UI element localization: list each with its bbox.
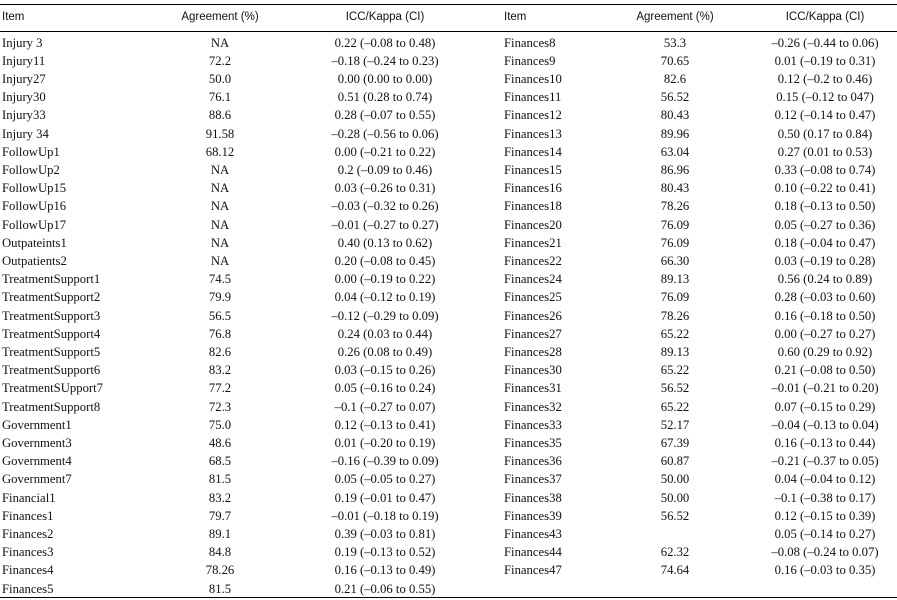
- agreement-cell: 66.30: [660, 253, 690, 268]
- item-cell: TreatmentSupport6: [2, 363, 101, 378]
- agreement-cell: NA: [210, 253, 230, 268]
- item-cell: Finances37: [504, 472, 562, 487]
- item-cell: Financial1: [2, 490, 56, 505]
- icc-kappa-cell: –0.28 (–0.56 to 0.06): [331, 126, 439, 141]
- icc-kappa-cell: 0.04 (–0.04 to 0.12): [774, 472, 876, 487]
- agreement-cell: 82.6: [663, 71, 687, 86]
- icc-kappa-cell: 0.10 (–0.22 to 0.41): [774, 181, 876, 196]
- item-cell: Outpatients2: [2, 253, 67, 268]
- agreement-cell: 76.09: [660, 235, 690, 250]
- item-cell: Finances4: [2, 563, 54, 578]
- header-item-right: Item: [504, 11, 527, 23]
- item-cell: Injury11: [2, 53, 46, 68]
- agreement-cell: 48.6: [208, 435, 232, 450]
- item-cell: Finances15: [504, 162, 562, 177]
- agreement-cell: 62.32: [660, 545, 690, 560]
- icc-kappa-cell: –0.12 (–0.29 to 0.09): [331, 308, 439, 323]
- header-item-left: Item: [2, 11, 25, 23]
- item-cell: Finances36: [504, 454, 562, 469]
- icc-kappa-cell: 0.03 (–0.15 to 0.26): [334, 363, 436, 378]
- agreement-cell: 65.22: [660, 326, 690, 341]
- item-cell: Finances24: [504, 272, 562, 287]
- icc-kappa-cell: 0.12 (–0.14 to 0.47): [774, 108, 876, 123]
- agreement-cell: 67.39: [660, 435, 690, 450]
- icc-kappa-cell: 0.05 (–0.14 to 0.27): [774, 526, 876, 541]
- icc-kappa-cell: 0.39 (–0.03 to 0.81): [334, 526, 436, 541]
- icc-kappa-cell: 0.01 (–0.20 to 0.19): [334, 435, 436, 450]
- header-icc-right: ICC/Kappa (CI): [785, 11, 865, 23]
- item-cell: Government1: [2, 417, 72, 432]
- icc-kappa-cell: 0.16 (–0.18 to 0.50): [774, 308, 876, 323]
- icc-kappa-cell: 0.56 (0.24 to 0.89): [777, 272, 873, 287]
- header-agreement-right: Agreement (%): [636, 11, 714, 23]
- agreement-cell: 91.58: [205, 126, 235, 141]
- agreement-cell: 81.5: [208, 472, 232, 487]
- item-cell: Finances33: [504, 417, 562, 432]
- item-cell: Finances47: [504, 563, 562, 578]
- agreement-cell: NA: [210, 199, 230, 214]
- agreement-cell: 50.00: [660, 490, 690, 505]
- item-cell: Injury33: [2, 108, 46, 123]
- item-cell: Injury30: [2, 90, 46, 105]
- agreement-cell: 82.6: [208, 344, 232, 359]
- agreement-cell: 78.26: [205, 563, 235, 578]
- agreement-cell: 65.22: [660, 363, 690, 378]
- icc-kappa-cell: 0.24 (0.03 to 0.44): [337, 326, 433, 341]
- item-cell: Finances18: [504, 199, 562, 214]
- icc-kappa-cell: 0.60 (0.29 to 0.92): [777, 344, 873, 359]
- item-cell: Government7: [2, 472, 72, 487]
- item-cell: Finances16: [504, 181, 562, 196]
- item-cell: Outpateints1: [2, 235, 67, 250]
- item-cell: TreatmentSupport5: [2, 344, 101, 359]
- item-cell: Finances26: [504, 308, 562, 323]
- icc-kappa-cell: 0.26 (0.08 to 0.49): [337, 344, 433, 359]
- item-cell: Injury27: [2, 71, 46, 86]
- item-cell: Finances1: [2, 508, 54, 523]
- icc-kappa-cell: 0.15 (–0.12 to 047): [776, 90, 874, 105]
- item-cell: FollowUp2: [2, 162, 60, 177]
- agreement-cell: 50.0: [208, 71, 232, 86]
- agreement-cell: 89.13: [660, 272, 690, 287]
- item-cell: Finances11: [504, 90, 562, 105]
- agreement-cell: NA: [210, 181, 230, 196]
- agreement-cell: 84.8: [208, 545, 232, 560]
- icc-kappa-cell: –0.03 (–0.32 to 0.26): [331, 199, 439, 214]
- agreement-cell: NA: [210, 217, 230, 232]
- item-cell: Injury 3: [2, 35, 43, 50]
- agreement-cell: 76.8: [208, 326, 232, 341]
- agreement-cell: 77.2: [208, 381, 232, 396]
- agreement-cell: 75.0: [208, 417, 232, 432]
- item-cell: TreatmentSupport3: [2, 308, 101, 323]
- icc-kappa-cell: 0.05 (–0.16 to 0.24): [334, 381, 436, 396]
- agreement-cell: 68.5: [208, 454, 232, 469]
- icc-kappa-cell: –0.01 (–0.21 to 0.20): [771, 381, 879, 396]
- item-cell: Finances31: [504, 381, 562, 396]
- agreement-cell: 79.7: [208, 508, 232, 523]
- icc-kappa-cell: 0.19 (–0.13 to 0.52): [334, 545, 436, 560]
- icc-kappa-cell: 0.12 (–0.2 to 0.46): [777, 71, 873, 86]
- item-cell: Finances10: [504, 71, 562, 86]
- agreement-cell: 68.12: [205, 144, 235, 159]
- item-cell: Finances13: [504, 126, 562, 141]
- agreement-cell: 52.17: [660, 417, 690, 432]
- agreement-cell: 74.64: [660, 563, 690, 578]
- icc-kappa-cell: 0.12 (–0.13 to 0.41): [334, 417, 436, 432]
- item-cell: Government3: [2, 435, 72, 450]
- item-cell: TreatmentSUpport7: [2, 381, 104, 396]
- icc-kappa-cell: 0.00 (–0.27 to 0.27): [774, 326, 876, 341]
- agreement-cell: 76.09: [660, 217, 690, 232]
- icc-kappa-cell: 0.05 (–0.27 to 0.36): [774, 217, 876, 232]
- item-cell: Finances28: [504, 344, 562, 359]
- item-cell: FollowUp15: [2, 181, 67, 196]
- agreement-cell: 80.43: [660, 181, 690, 196]
- agreement-cell: 72.3: [208, 399, 232, 414]
- agreement-cell: 86.96: [660, 162, 690, 177]
- agreement-cell: 74.5: [208, 272, 232, 287]
- item-cell: Finances43: [504, 526, 562, 541]
- icc-kappa-cell: 0.07 (–0.15 to 0.29): [774, 399, 876, 414]
- icc-kappa-cell: 0.22 (–0.08 to 0.48): [334, 35, 436, 50]
- item-cell: Finances25: [504, 290, 562, 305]
- header-icc-left: ICC/Kappa (CI): [345, 11, 425, 23]
- header-agreement-left: Agreement (%): [181, 11, 259, 23]
- item-cell: Finances14: [504, 144, 562, 159]
- icc-kappa-cell: 0.04 (–0.12 to 0.19): [334, 290, 436, 305]
- icc-kappa-cell: –0.04 (–0.13 to 0.04): [771, 417, 879, 432]
- icc-kappa-cell: 0.00 (–0.21 to 0.22): [334, 144, 436, 159]
- icc-kappa-cell: –0.26 (–0.44 to 0.06): [771, 35, 879, 50]
- agreement-cell: 50.00: [660, 472, 690, 487]
- agreement-cell: 65.22: [660, 399, 690, 414]
- icc-kappa-cell: 0.2 (–0.09 to 0.46): [337, 162, 433, 177]
- item-cell: Finances20: [504, 217, 562, 232]
- agreement-cell: 79.9: [208, 290, 232, 305]
- agreement-cell: 76.09: [660, 290, 690, 305]
- item-cell: TreatmentSupport8: [2, 399, 101, 414]
- item-cell: Finances5: [2, 581, 54, 596]
- icc-kappa-cell: 0.19 (–0.01 to 0.47): [334, 490, 436, 505]
- item-cell: Finances8: [504, 35, 556, 50]
- item-cell: Finances38: [504, 490, 562, 505]
- icc-kappa-cell: –0.1 (–0.27 to 0.07): [334, 399, 436, 414]
- agreement-cell: 88.6: [208, 108, 232, 123]
- item-cell: Finances27: [504, 326, 562, 341]
- item-cell: Finances12: [504, 108, 562, 123]
- agreement-cell: 76.1: [208, 90, 232, 105]
- agreement-cell: 56.5: [208, 308, 232, 323]
- top-rule: [0, 4, 897, 5]
- icc-kappa-cell: 0.00 (0.00 to 0.00): [337, 71, 433, 86]
- item-cell: Finances22: [504, 253, 562, 268]
- icc-kappa-cell: 0.18 (–0.04 to 0.47): [774, 235, 876, 250]
- icc-kappa-cell: 0.16 (–0.13 to 0.44): [774, 435, 876, 450]
- icc-kappa-cell: –0.01 (–0.27 to 0.27): [331, 217, 439, 232]
- item-cell: Injury 34: [2, 126, 49, 141]
- agreement-cell: 70.65: [660, 53, 690, 68]
- icc-kappa-cell: 0.40 (0.13 to 0.62): [337, 235, 433, 250]
- icc-kappa-cell: 0.03 (–0.26 to 0.31): [334, 181, 436, 196]
- icc-kappa-cell: 0.20 (–0.08 to 0.45): [334, 253, 436, 268]
- icc-kappa-cell: 0.16 (–0.13 to 0.49): [334, 563, 436, 578]
- icc-kappa-cell: 0.05 (–0.05 to 0.27): [334, 472, 436, 487]
- agreement-cell: NA: [210, 35, 230, 50]
- agreement-cell: NA: [210, 235, 230, 250]
- item-cell: FollowUp16: [2, 199, 67, 214]
- agreement-cell: 63.04: [660, 144, 690, 159]
- agreement-cell: 56.52: [660, 508, 690, 523]
- agreement-cell: 72.2: [208, 53, 232, 68]
- agreement-cell: 78.26: [660, 308, 690, 323]
- item-cell: FollowUp17: [2, 217, 67, 232]
- icc-kappa-cell: –0.21 (–0.37 to 0.05): [771, 454, 879, 469]
- item-cell: Finances44: [504, 545, 562, 560]
- agreement-cell: 60.87: [660, 454, 690, 469]
- icc-kappa-cell: –0.16 (–0.39 to 0.09): [331, 454, 439, 469]
- item-cell: Finances39: [504, 508, 562, 523]
- agreement-cell: 83.2: [208, 363, 232, 378]
- icc-kappa-cell: 0.03 (–0.19 to 0.28): [774, 253, 876, 268]
- agreement-cell: 80.43: [660, 108, 690, 123]
- icc-kappa-cell: 0.16 (–0.03 to 0.35): [774, 563, 876, 578]
- icc-kappa-cell: 0.28 (–0.03 to 0.60): [774, 290, 876, 305]
- icc-kappa-cell: 0.01 (–0.19 to 0.31): [774, 53, 876, 68]
- icc-kappa-cell: 0.51 (0.28 to 0.74): [337, 90, 433, 105]
- agreement-cell: 53.3: [663, 35, 687, 50]
- item-cell: Finances21: [504, 235, 562, 250]
- item-cell: FollowUp1: [2, 144, 60, 159]
- item-cell: Finances3: [2, 545, 54, 560]
- agreement-cell: 56.52: [660, 90, 690, 105]
- icc-kappa-cell: 0.33 (–0.08 to 0.74): [774, 162, 876, 177]
- item-cell: Finances2: [2, 526, 54, 541]
- icc-kappa-cell: 0.21 (–0.06 to 0.55): [334, 581, 436, 596]
- item-cell: TreatmentSupport4: [2, 326, 101, 341]
- agreement-cell: 56.52: [660, 381, 690, 396]
- item-cell: Government4: [2, 454, 72, 469]
- item-cell: TreatmentSupport1: [2, 272, 101, 287]
- item-cell: Finances30: [504, 363, 562, 378]
- item-cell: Finances35: [504, 435, 562, 450]
- icc-kappa-cell: 0.21 (–0.08 to 0.50): [774, 363, 876, 378]
- agreement-cell: 89.96: [660, 126, 690, 141]
- item-cell: TreatmentSupport2: [2, 290, 101, 305]
- item-cell: Finances9: [504, 53, 556, 68]
- item-cell: Finances32: [504, 399, 562, 414]
- icc-kappa-cell: 0.50 (0.17 to 0.84): [777, 126, 873, 141]
- icc-kappa-cell: 0.00 (–0.19 to 0.22): [334, 272, 436, 287]
- icc-kappa-cell: 0.27 (0.01 to 0.53): [777, 144, 873, 159]
- agreement-cell: 89.1: [208, 526, 232, 541]
- agreement-cell: 78.26: [660, 199, 690, 214]
- icc-kappa-cell: –0.01 (–0.18 to 0.19): [331, 508, 439, 523]
- agreement-cell: 83.2: [208, 490, 232, 505]
- agreement-cell: 89.13: [660, 344, 690, 359]
- icc-kappa-cell: –0.08 (–0.24 to 0.07): [771, 545, 879, 560]
- icc-kappa-cell: –0.18 (–0.24 to 0.23): [331, 53, 439, 68]
- icc-kappa-cell: 0.18 (–0.13 to 0.50): [774, 199, 876, 214]
- agreement-cell: 81.5: [208, 581, 232, 596]
- agreement-cell: NA: [210, 162, 230, 177]
- icc-kappa-cell: –0.1 (–0.38 to 0.17): [774, 490, 876, 505]
- icc-kappa-cell: 0.12 (–0.15 to 0.39): [774, 508, 876, 523]
- icc-kappa-cell: 0.28 (–0.07 to 0.55): [334, 108, 436, 123]
